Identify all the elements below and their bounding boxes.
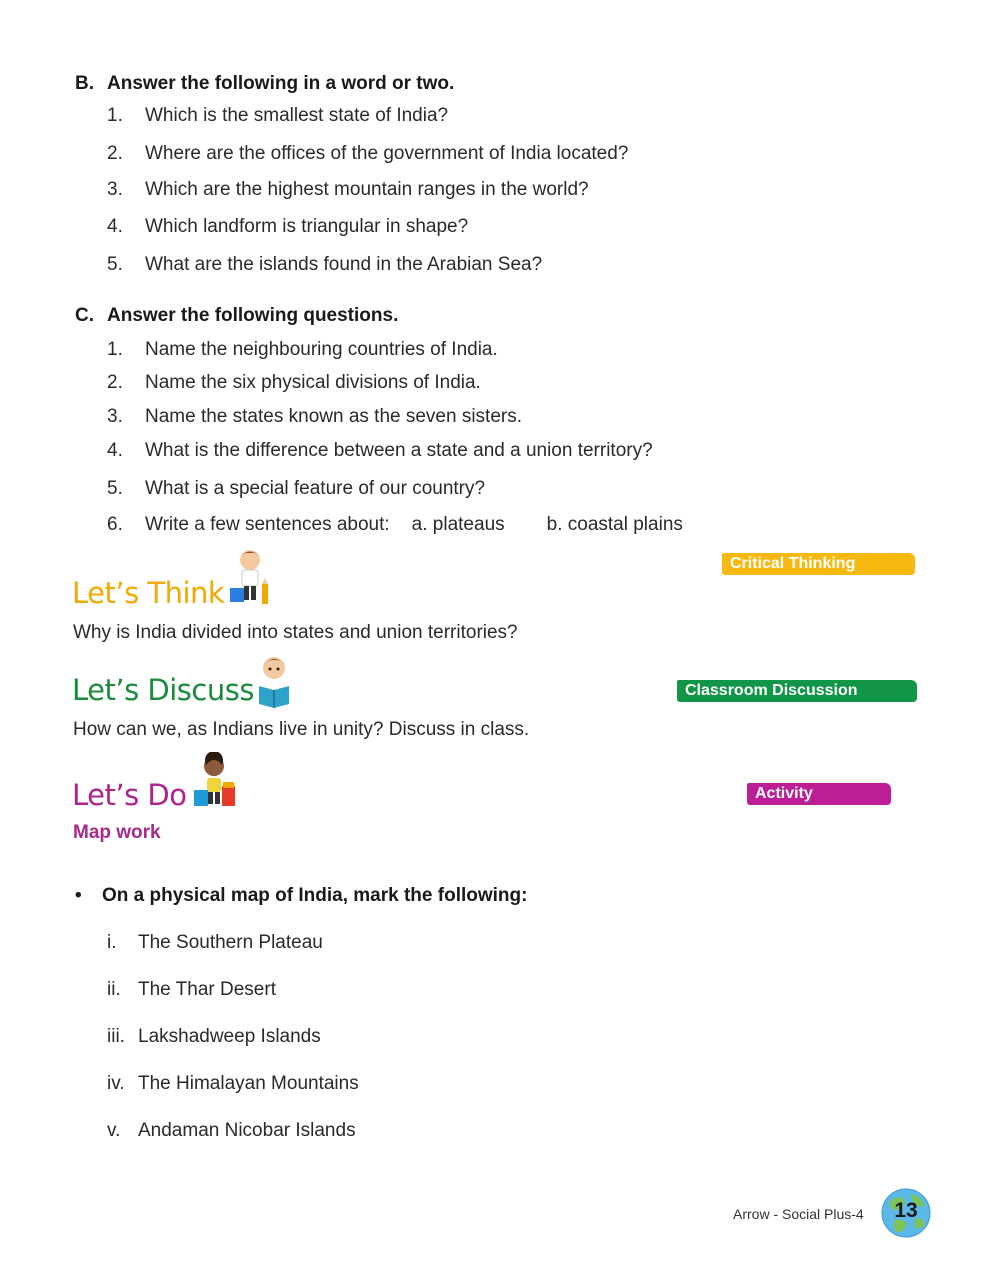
page-number: 13 — [894, 1199, 918, 1222]
classroom-discussion-tag: Classroom Discussion — [677, 680, 917, 702]
section-c-heading — [75, 305, 398, 327]
section-b-letter: B. — [75, 73, 94, 94]
map-work-subtitle: Map work — [73, 822, 161, 843]
activity-tag: Activity — [747, 783, 891, 805]
question-item: 4. What is the difference between a state and a union territory? — [107, 440, 653, 461]
critical-thinking-tag: Critical Thinking — [722, 553, 915, 575]
list-item: ii. The Thar Desert — [107, 979, 276, 1000]
map-instruction: • On a physical map of India, mark the following: — [75, 885, 528, 906]
question-item: 1. Which is the smallest state of India? — [107, 105, 449, 126]
question-item: 4. Which landform is triangular in shape? — [107, 216, 469, 237]
lets-do-title: Let’s Do — [72, 778, 187, 812]
lets-discuss-question: How can we, as Indians live in unity? Discuss in class. — [73, 719, 530, 740]
section-b-heading — [75, 73, 454, 95]
question-item: 5. What are the islands found in the Arabian Sea? — [107, 254, 543, 275]
list-item: v. Andaman Nicobar Islands — [107, 1120, 356, 1141]
reading-kid-icon — [256, 654, 292, 710]
question-item: 2. Name the six physical divisions of India. — [107, 372, 481, 393]
lets-think-title: Let’s Think — [72, 576, 225, 610]
question-item: 2. Where are the offices of the government of India located? — [107, 143, 629, 164]
lets-think-question: Why is India divided into states and union territories? — [73, 622, 518, 643]
question-item: 1. Name the neighbouring countries of India. — [107, 339, 498, 360]
book-title: Arrow - Social Plus-4 — [733, 1206, 864, 1222]
question-item: 5. What is a special feature of our country? — [107, 478, 486, 499]
list-item: iv. The Himalayan Mountains — [107, 1073, 359, 1094]
section-c-title: Answer the following questions. — [107, 305, 399, 326]
question-item: 3. Name the states known as the seven sisters. — [107, 406, 523, 427]
option-b: b. coastal plains — [546, 514, 683, 535]
option-a: a. plateaus — [411, 514, 505, 535]
thinking-kid-icon — [228, 548, 274, 610]
question-item: 6. Write a few sentences about: a. plateaus b. coastal plains — [107, 514, 683, 535]
section-c-letter: C. — [75, 305, 94, 326]
list-item: i. The Southern Plateau — [107, 932, 323, 953]
lets-discuss-title: Let’s Discuss — [72, 673, 254, 707]
section-b-title: Answer the following in a word or two. — [107, 73, 455, 94]
list-item: iii. Lakshadweep Islands — [107, 1026, 321, 1047]
question-item: 3. Which are the highest mountain ranges in the world? — [107, 179, 589, 200]
blocks-kid-icon — [192, 752, 236, 810]
